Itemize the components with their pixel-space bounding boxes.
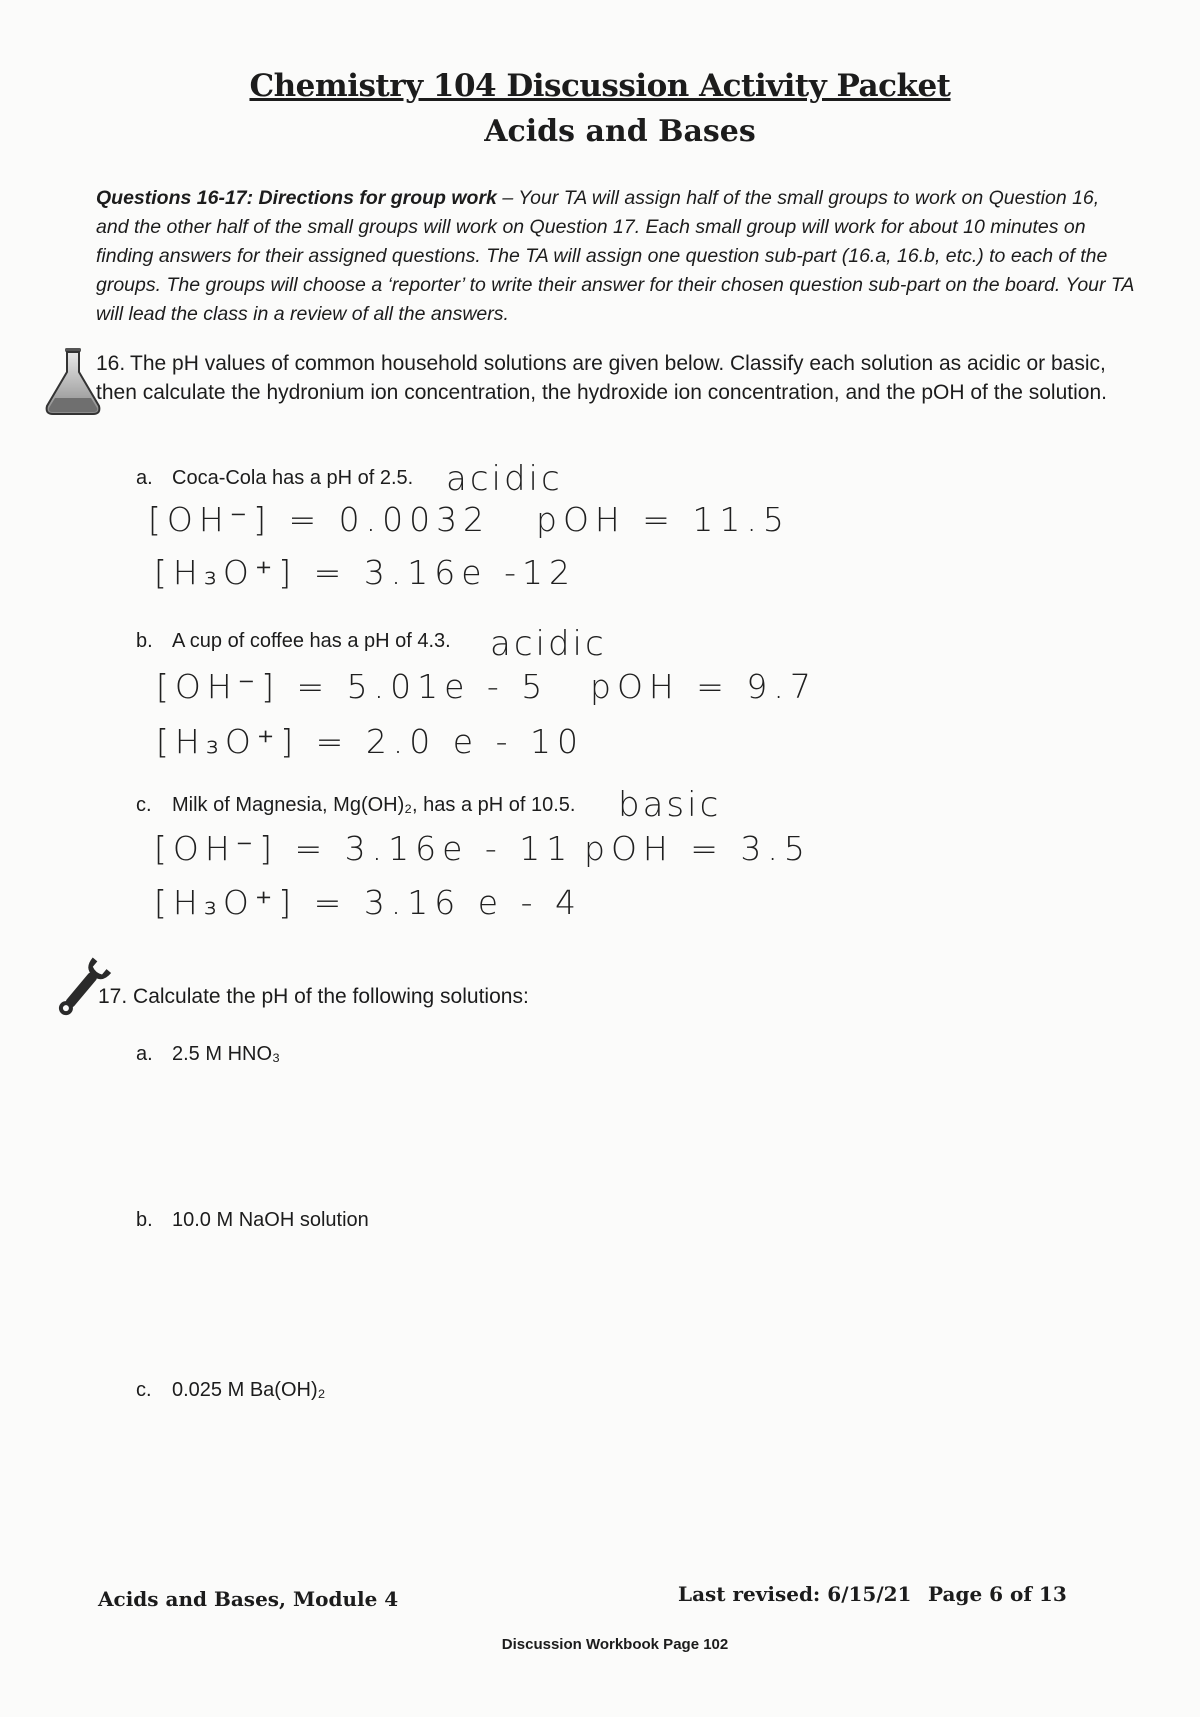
- footer-module: Acids and Bases, Module 4: [98, 1587, 399, 1611]
- q16a-classification: acidic: [446, 459, 563, 499]
- q17b-text: 10.0 M NaOH solution: [172, 1209, 369, 1231]
- q17c-item: [136, 1379, 325, 1402]
- q16b-text: A cup of coffee has a pH of 4.3.: [172, 630, 451, 652]
- q16c-hydronium: [H₃O⁺] = 3.16 e - 4: [154, 883, 582, 922]
- q17a-letter: a.: [136, 1043, 153, 1065]
- q17c-text: 0.025 M Ba(OH)₂: [172, 1379, 326, 1401]
- footer-workbook-page: Discussion Workbook Page 102: [501, 1636, 729, 1653]
- q16a-text: Coca-Cola has a pH of 2.5.: [172, 467, 414, 489]
- q17b-item: [136, 1209, 369, 1232]
- directions-lead: Questions 16-17: Directions for group work: [96, 187, 497, 209]
- question-16-number: 16.: [96, 352, 126, 375]
- flask-icon: [42, 346, 104, 418]
- q16b-prompt: [136, 630, 451, 653]
- q16c-hydroxide: [OH⁻] = 3.16e - 11: [154, 829, 574, 868]
- q17c-letter: c.: [136, 1379, 152, 1401]
- q16a-letter: a.: [136, 467, 153, 489]
- q16c-letter: c.: [136, 794, 152, 816]
- question-17: [98, 985, 529, 1009]
- q16b-hydronium: [H₃O⁺] = 2.0 e - 10: [156, 722, 584, 761]
- q16c-poh: pOH = 3.5: [584, 829, 811, 868]
- q16c-classification: basic: [618, 785, 722, 825]
- q16b-poh: pOH = 9.7: [590, 667, 817, 706]
- q17a-text: 2.5 M HNO₃: [172, 1043, 281, 1065]
- question-17-number: 17.: [98, 985, 128, 1008]
- q16c-prompt: [136, 794, 575, 817]
- page-subtitle: Acids and Bases: [484, 114, 756, 149]
- question-16-text: The pH values of common household solutions are given below. Classify each solution as acidic or basic, then calculate the hydronium ion concentration, the hydroxide ion concentration, and the pOH of the solution.: [96, 352, 1107, 404]
- q16b-classification: acidic: [490, 624, 607, 664]
- q17b-letter: b.: [136, 1209, 153, 1231]
- q17a-item: [136, 1043, 280, 1066]
- q16a-hydroxide: [OH⁻] = 0.0032: [148, 500, 491, 539]
- question-16: [96, 349, 1146, 407]
- q16a-prompt: [136, 467, 413, 490]
- directions-text: – Your TA will assign half of the small groups to work on Question 16, and the other half of the small groups will work on Question 17. Each small group will work for about 10 minutes on finding answers for their assigned questions. The TA will assign one question sub-part (16.a, 16.b, etc.) to each of the groups. The groups will choose a ‘reporter’ to write their answer for their chosen question sub-part on the board. Your TA will lead the class in a review of all the answers.: [96, 187, 1134, 325]
- q16a-hydronium: [H₃O⁺] = 3.16e -12: [154, 553, 576, 592]
- q16b-letter: b.: [136, 630, 153, 652]
- question-17-text: Calculate the pH of the following solutions:: [133, 985, 529, 1008]
- page-title: Chemistry 104 Discussion Activity Packet: [249, 68, 951, 104]
- q16b-hydroxide: [OH⁻] = 5.01e - 5: [156, 667, 549, 706]
- group-work-directions: [96, 184, 1136, 329]
- q16a-poh: pOH = 11.5: [536, 500, 790, 539]
- footer-page-number: Page 6 of 13: [928, 1582, 1067, 1606]
- q16c-text: Milk of Magnesia, Mg(OH)₂, has a pH of 10.5.: [172, 794, 576, 816]
- footer-revised: Last revised: 6/15/21: [678, 1582, 912, 1606]
